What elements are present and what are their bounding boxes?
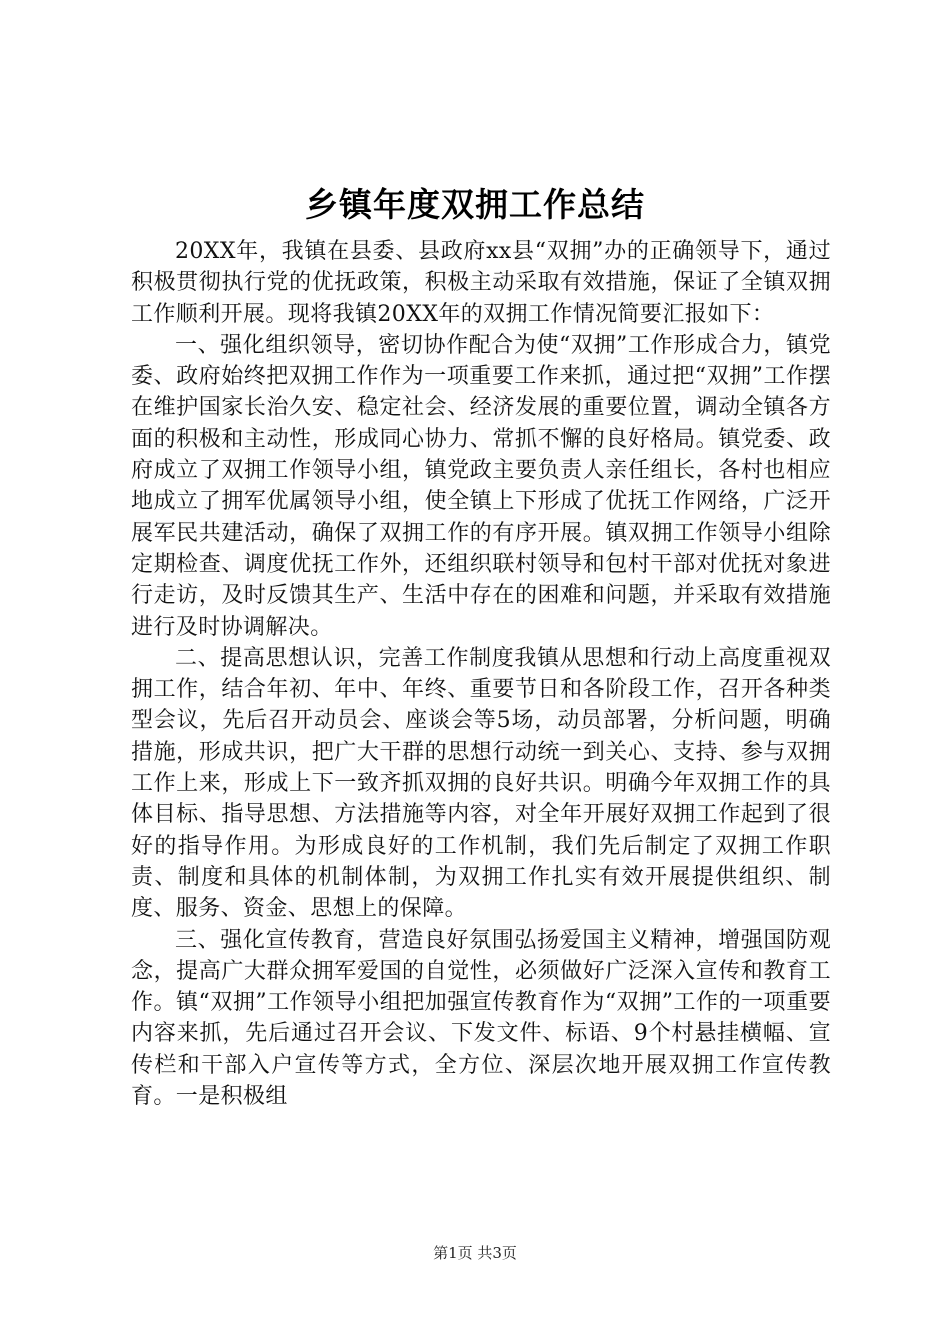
paragraph-section-1: 一、强化组织领导，密切协作配合为使“双拥”工作形成合力，镇党委、政府始终把双拥工作作为一项重要工作来抓，通过把“双拥”工作摆在维护国家长治久安、稳定社会、经济发展的重要位置，调动全镇各方面的积极和主动性，形成同心协力、常抓不懈的良好格局。镇党委、政府成立了双拥工作领导小组，镇党政主要负责人亲任组长，各村也相应地成立了拥军优属领导小组，使全镇上下形成了优抚工作网络，广泛开展军民共建活动，确保了双拥工作的有序开展。镇双拥工作领导小组除定期检查、调度优抚工作外，还组织联村领导和包村干部对优抚对象进行走访，及时反馈其生产、生活中存在的困难和问题，并采取有效措施进行及时协调解决。 (131, 332, 831, 640)
paragraph-intro: 20XX年，我镇在县委、县政府xx县“双拥”办的正确领导下，通过积极贯彻执行党的优抚政策，积极主动采取有效措施，保证了全镇双拥工作顺利开展。现将我镇20XX年的双拥工作情况简要汇报如下： (131, 239, 831, 327)
document-title: 乡镇年度双拥工作总结 (305, 185, 645, 224)
paragraph-section-2: 二、提高思想认识，完善工作制度我镇从思想和行动上高度重视双拥工作，结合年初、年中、年终、重要节日和各阶段工作，召开各种类型会议，先后召开动员会、座谈会等5场，动员部署，分析问题，明确措施，形成共识，把广大干群的思想行动统一到关心、支持、参与双拥工作上来，形成上下一致齐抓双拥的良好共识。明确今年双拥工作的具体目标、指导思想、方法措施等内容，对全年开展好双拥工作起到了很好的指导作用。为形成良好的工作机制，我们先后制定了双拥工作职责、制度和具体的机制体制，为双拥工作扎实有效开展提供组织、制度、服务、资金、思想上的保障。 (131, 645, 831, 922)
page-footer: 第1页 共3页 (433, 1244, 517, 1262)
document-body (131, 236, 831, 1112)
paragraph-section-3: 三、强化宣传教育，营造良好氛围弘扬爱国主义精神，增强国防观念，提高广大群众拥军爱国的自觉性，必须做好广泛深入宣传和教育工作。镇“双拥”工作领导小组把加强宣传教育作为“双拥”工作的一项重要内容来抓，先后通过召开会议、下发文件、标语、9个村悬挂横幅、宣传栏和干部入户宣传等方式，全方位、深层次地开展双拥工作宣传教育。一是积极组 (131, 927, 831, 1110)
